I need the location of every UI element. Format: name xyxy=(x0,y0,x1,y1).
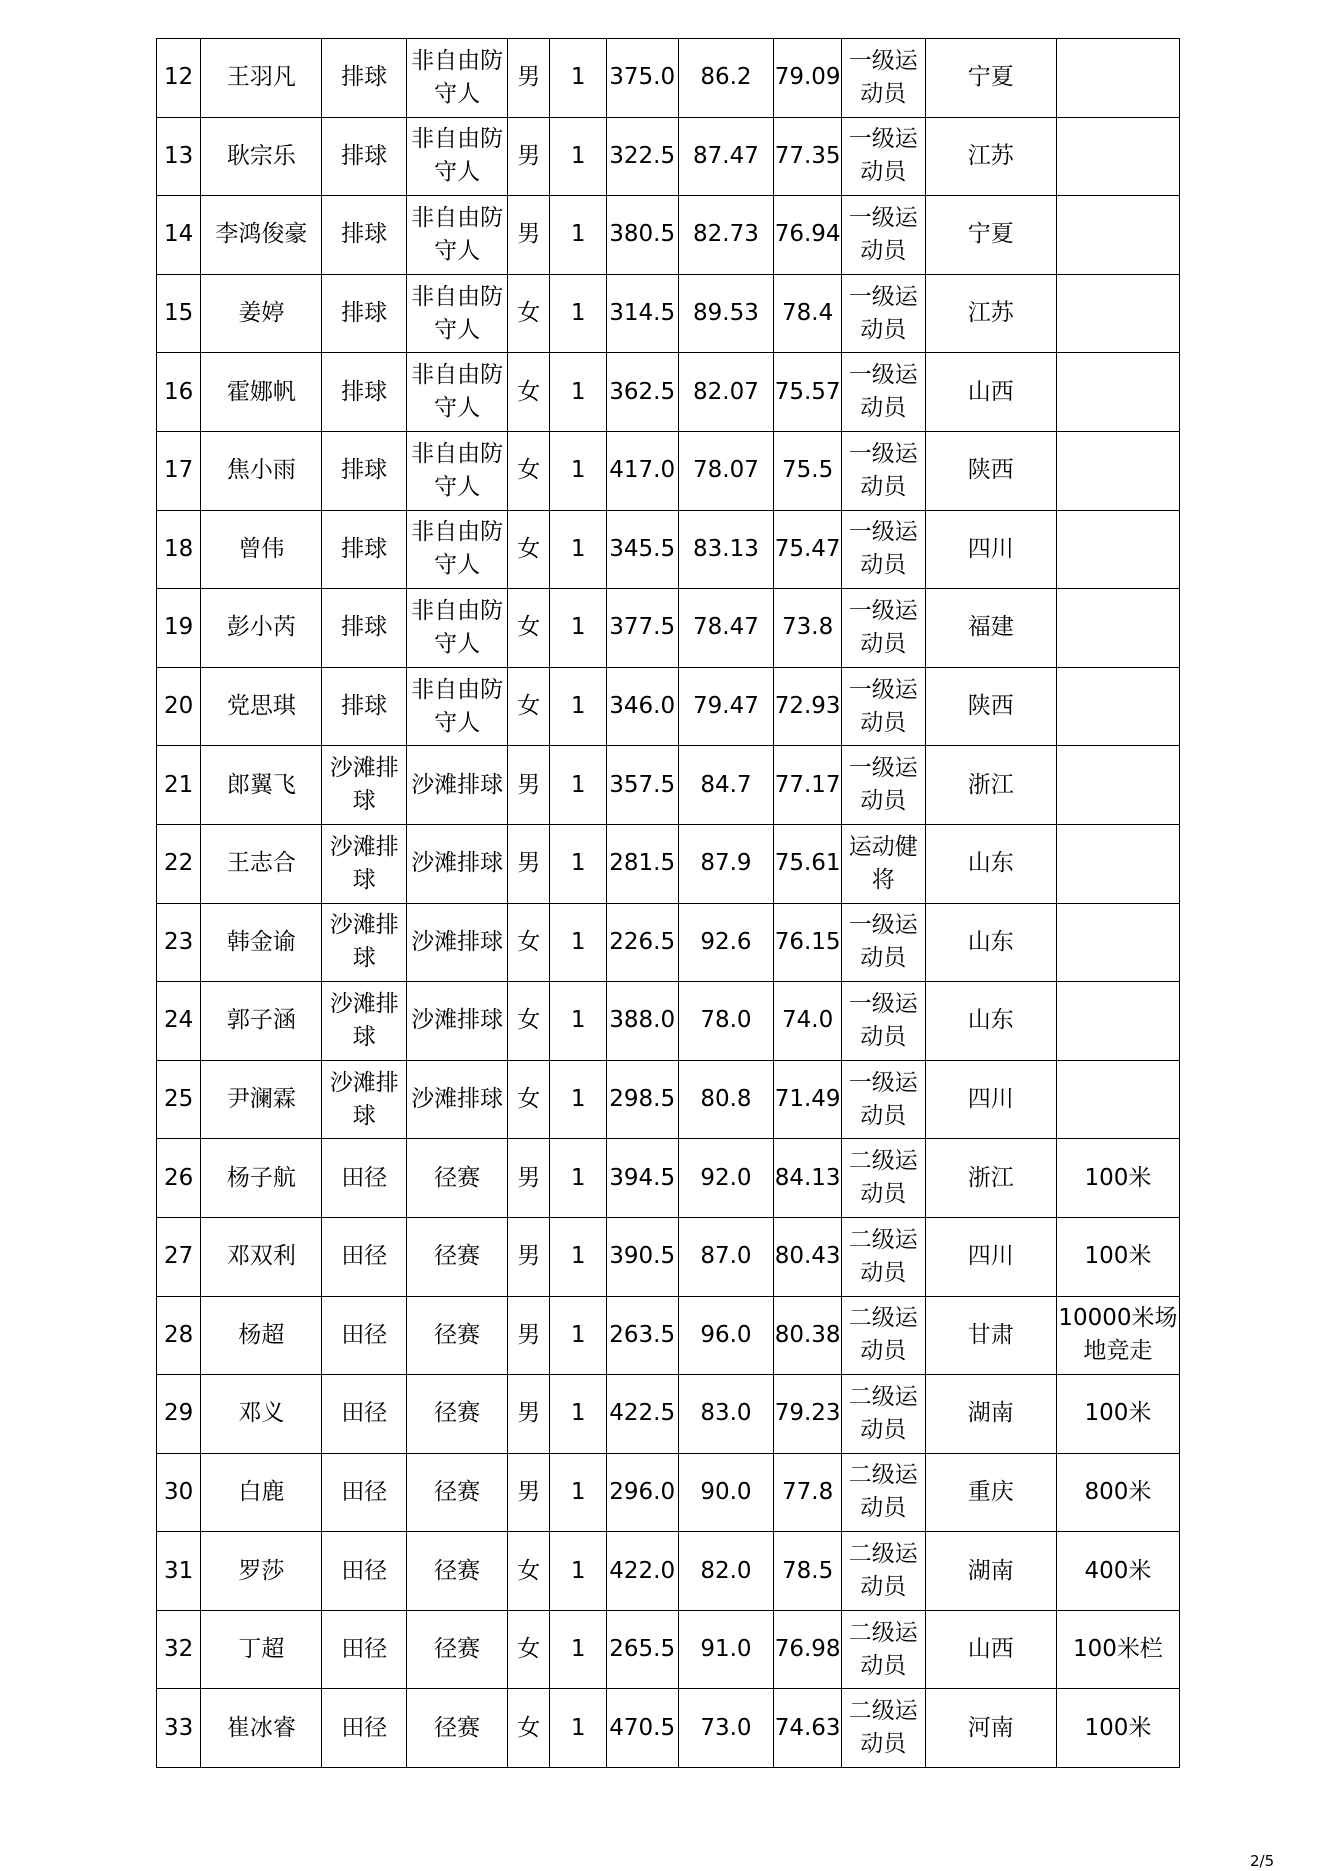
sport-cell: 排球 xyxy=(322,196,407,275)
page-number: 2/5 xyxy=(1250,1852,1275,1870)
athlete-level-cell: 一级运动员 xyxy=(841,196,925,275)
athlete-name-cell: 白鹿 xyxy=(201,1453,322,1532)
note-cell xyxy=(1056,1060,1179,1139)
note-cell xyxy=(1056,824,1179,903)
score-3-cell: 75.5 xyxy=(774,431,842,510)
note-cell xyxy=(1056,274,1179,353)
score-2-cell: 90.0 xyxy=(678,1453,774,1532)
gender-cell: 女 xyxy=(508,982,550,1061)
athlete-level-cell: 一级运动员 xyxy=(841,117,925,196)
athlete-name-cell: 王志合 xyxy=(201,824,322,903)
athlete-name-cell: 李鸿俊豪 xyxy=(201,196,322,275)
score-2-cell: 91.0 xyxy=(678,1610,774,1689)
event-cell: 径赛 xyxy=(407,1296,508,1375)
score-3-cell: 84.13 xyxy=(774,1139,842,1218)
table-row xyxy=(157,982,1180,1061)
count-cell: 1 xyxy=(550,1689,606,1768)
row-number-cell: 30 xyxy=(157,1453,201,1532)
score-1-cell: 357.5 xyxy=(606,746,678,825)
sport-cell: 田径 xyxy=(322,1139,407,1218)
note-cell xyxy=(1056,196,1179,275)
table-row xyxy=(157,196,1180,275)
row-number-cell: 29 xyxy=(157,1375,201,1454)
score-1-cell: 263.5 xyxy=(606,1296,678,1375)
note-cell xyxy=(1056,667,1179,746)
score-1-cell: 314.5 xyxy=(606,274,678,353)
score-2-cell: 83.0 xyxy=(678,1375,774,1454)
sport-cell: 田径 xyxy=(322,1217,407,1296)
score-2-cell: 87.0 xyxy=(678,1217,774,1296)
note-cell: 800米 xyxy=(1056,1453,1179,1532)
gender-cell: 女 xyxy=(508,1610,550,1689)
gender-cell: 男 xyxy=(508,117,550,196)
score-1-cell: 281.5 xyxy=(606,824,678,903)
event-cell: 非自由防守人 xyxy=(407,274,508,353)
event-cell: 非自由防守人 xyxy=(407,431,508,510)
note-cell xyxy=(1056,589,1179,668)
score-2-cell: 86.2 xyxy=(678,39,774,118)
gender-cell: 女 xyxy=(508,1532,550,1611)
event-cell: 非自由防守人 xyxy=(407,353,508,432)
sport-cell: 田径 xyxy=(322,1532,407,1611)
score-3-cell: 76.98 xyxy=(774,1610,842,1689)
score-1-cell: 346.0 xyxy=(606,667,678,746)
count-cell: 1 xyxy=(550,353,606,432)
athlete-name-cell: 邓双利 xyxy=(201,1217,322,1296)
gender-cell: 女 xyxy=(508,667,550,746)
row-number-cell: 24 xyxy=(157,982,201,1061)
score-3-cell: 77.8 xyxy=(774,1453,842,1532)
gender-cell: 女 xyxy=(508,274,550,353)
province-cell: 山东 xyxy=(925,982,1056,1061)
athlete-name-cell: 姜婷 xyxy=(201,274,322,353)
table-row xyxy=(157,1217,1180,1296)
athlete-name-cell: 霍娜帆 xyxy=(201,353,322,432)
province-cell: 甘肃 xyxy=(925,1296,1056,1375)
score-3-cell: 71.49 xyxy=(774,1060,842,1139)
sport-cell: 排球 xyxy=(322,117,407,196)
athlete-level-cell: 一级运动员 xyxy=(841,1060,925,1139)
note-cell: 100米 xyxy=(1056,1217,1179,1296)
row-number-cell: 33 xyxy=(157,1689,201,1768)
row-number-cell: 32 xyxy=(157,1610,201,1689)
athlete-level-cell: 二级运动员 xyxy=(841,1610,925,1689)
athlete-level-cell: 一级运动员 xyxy=(841,982,925,1061)
gender-cell: 男 xyxy=(508,1453,550,1532)
athlete-level-cell: 一级运动员 xyxy=(841,589,925,668)
note-cell xyxy=(1056,903,1179,982)
sport-cell: 田径 xyxy=(322,1689,407,1768)
score-2-cell: 82.73 xyxy=(678,196,774,275)
row-number-cell: 17 xyxy=(157,431,201,510)
row-number-cell: 31 xyxy=(157,1532,201,1611)
athlete-name-cell: 杨超 xyxy=(201,1296,322,1375)
score-2-cell: 84.7 xyxy=(678,746,774,825)
athlete-level-cell: 二级运动员 xyxy=(841,1296,925,1375)
row-number-cell: 15 xyxy=(157,274,201,353)
table-row xyxy=(157,1139,1180,1218)
score-1-cell: 226.5 xyxy=(606,903,678,982)
province-cell: 江苏 xyxy=(925,117,1056,196)
table-row xyxy=(157,746,1180,825)
table-row xyxy=(157,589,1180,668)
score-2-cell: 78.07 xyxy=(678,431,774,510)
table-row xyxy=(157,1610,1180,1689)
score-3-cell: 77.17 xyxy=(774,746,842,825)
province-cell: 山东 xyxy=(925,824,1056,903)
event-cell: 非自由防守人 xyxy=(407,667,508,746)
roster-table xyxy=(156,38,1180,1768)
athlete-name-cell: 耿宗乐 xyxy=(201,117,322,196)
score-3-cell: 80.38 xyxy=(774,1296,842,1375)
count-cell: 1 xyxy=(550,1375,606,1454)
athlete-level-cell: 一级运动员 xyxy=(841,274,925,353)
note-cell xyxy=(1056,746,1179,825)
count-cell: 1 xyxy=(550,1217,606,1296)
province-cell: 四川 xyxy=(925,1217,1056,1296)
sport-cell: 沙滩排球 xyxy=(322,1060,407,1139)
province-cell: 四川 xyxy=(925,510,1056,589)
roster-body xyxy=(157,39,1180,1768)
score-1-cell: 322.5 xyxy=(606,117,678,196)
province-cell: 山东 xyxy=(925,903,1056,982)
score-1-cell: 417.0 xyxy=(606,431,678,510)
row-number-cell: 16 xyxy=(157,353,201,432)
score-1-cell: 298.5 xyxy=(606,1060,678,1139)
row-number-cell: 20 xyxy=(157,667,201,746)
athlete-name-cell: 焦小雨 xyxy=(201,431,322,510)
event-cell: 径赛 xyxy=(407,1217,508,1296)
event-cell: 沙滩排球 xyxy=(407,982,508,1061)
score-1-cell: 265.5 xyxy=(606,1610,678,1689)
athlete-name-cell: 彭小芮 xyxy=(201,589,322,668)
count-cell: 1 xyxy=(550,746,606,825)
score-3-cell: 79.23 xyxy=(774,1375,842,1454)
count-cell: 1 xyxy=(550,667,606,746)
count-cell: 1 xyxy=(550,1296,606,1375)
athlete-name-cell: 曾伟 xyxy=(201,510,322,589)
table-row xyxy=(157,1453,1180,1532)
table-row xyxy=(157,824,1180,903)
table-row xyxy=(157,903,1180,982)
row-number-cell: 23 xyxy=(157,903,201,982)
province-cell: 陕西 xyxy=(925,667,1056,746)
count-cell: 1 xyxy=(550,1453,606,1532)
gender-cell: 女 xyxy=(508,589,550,668)
athlete-level-cell: 一级运动员 xyxy=(841,903,925,982)
count-cell: 1 xyxy=(550,117,606,196)
gender-cell: 女 xyxy=(508,431,550,510)
gender-cell: 男 xyxy=(508,1296,550,1375)
score-1-cell: 377.5 xyxy=(606,589,678,668)
sport-cell: 沙滩排球 xyxy=(322,982,407,1061)
gender-cell: 女 xyxy=(508,1060,550,1139)
table-row xyxy=(157,1375,1180,1454)
athlete-level-cell: 二级运动员 xyxy=(841,1139,925,1218)
province-cell: 山西 xyxy=(925,1610,1056,1689)
athlete-level-cell: 一级运动员 xyxy=(841,510,925,589)
gender-cell: 女 xyxy=(508,353,550,432)
sport-cell: 排球 xyxy=(322,353,407,432)
count-cell: 1 xyxy=(550,510,606,589)
province-cell: 湖南 xyxy=(925,1532,1056,1611)
table-row xyxy=(157,117,1180,196)
count-cell: 1 xyxy=(550,1060,606,1139)
athlete-level-cell: 运动健将 xyxy=(841,824,925,903)
row-number-cell: 21 xyxy=(157,746,201,825)
athlete-name-cell: 丁超 xyxy=(201,1610,322,1689)
row-number-cell: 26 xyxy=(157,1139,201,1218)
athlete-level-cell: 一级运动员 xyxy=(841,353,925,432)
table-row xyxy=(157,353,1180,432)
event-cell: 径赛 xyxy=(407,1453,508,1532)
score-2-cell: 78.47 xyxy=(678,589,774,668)
athlete-name-cell: 邓义 xyxy=(201,1375,322,1454)
note-cell: 100米 xyxy=(1056,1375,1179,1454)
row-number-cell: 25 xyxy=(157,1060,201,1139)
score-3-cell: 74.63 xyxy=(774,1689,842,1768)
gender-cell: 男 xyxy=(508,1375,550,1454)
province-cell: 福建 xyxy=(925,589,1056,668)
score-2-cell: 92.6 xyxy=(678,903,774,982)
score-3-cell: 77.35 xyxy=(774,117,842,196)
table-row xyxy=(157,1296,1180,1375)
gender-cell: 女 xyxy=(508,510,550,589)
province-cell: 重庆 xyxy=(925,1453,1056,1532)
note-cell xyxy=(1056,117,1179,196)
gender-cell: 男 xyxy=(508,746,550,825)
sport-cell: 排球 xyxy=(322,274,407,353)
count-cell: 1 xyxy=(550,196,606,275)
score-1-cell: 388.0 xyxy=(606,982,678,1061)
count-cell: 1 xyxy=(550,589,606,668)
score-3-cell: 80.43 xyxy=(774,1217,842,1296)
event-cell: 径赛 xyxy=(407,1689,508,1768)
table-row xyxy=(157,1532,1180,1611)
count-cell: 1 xyxy=(550,1139,606,1218)
note-cell: 100米栏 xyxy=(1056,1610,1179,1689)
note-cell: 100米 xyxy=(1056,1139,1179,1218)
gender-cell: 男 xyxy=(508,1217,550,1296)
row-number-cell: 28 xyxy=(157,1296,201,1375)
score-1-cell: 422.5 xyxy=(606,1375,678,1454)
row-number-cell: 22 xyxy=(157,824,201,903)
sport-cell: 沙滩排球 xyxy=(322,746,407,825)
athlete-level-cell: 一级运动员 xyxy=(841,39,925,118)
count-cell: 1 xyxy=(550,1610,606,1689)
event-cell: 非自由防守人 xyxy=(407,117,508,196)
note-cell: 100米 xyxy=(1056,1689,1179,1768)
athlete-level-cell: 一级运动员 xyxy=(841,746,925,825)
score-3-cell: 78.4 xyxy=(774,274,842,353)
score-3-cell: 72.93 xyxy=(774,667,842,746)
score-2-cell: 80.8 xyxy=(678,1060,774,1139)
athlete-level-cell: 二级运动员 xyxy=(841,1375,925,1454)
sport-cell: 田径 xyxy=(322,1375,407,1454)
sport-cell: 沙滩排球 xyxy=(322,903,407,982)
row-number-cell: 19 xyxy=(157,589,201,668)
event-cell: 非自由防守人 xyxy=(407,510,508,589)
gender-cell: 男 xyxy=(508,196,550,275)
table-row xyxy=(157,1689,1180,1768)
sport-cell: 排球 xyxy=(322,39,407,118)
score-1-cell: 345.5 xyxy=(606,510,678,589)
athlete-level-cell: 二级运动员 xyxy=(841,1217,925,1296)
table-row xyxy=(157,1060,1180,1139)
province-cell: 江苏 xyxy=(925,274,1056,353)
gender-cell: 男 xyxy=(508,39,550,118)
athlete-name-cell: 郎翼飞 xyxy=(201,746,322,825)
score-3-cell: 74.0 xyxy=(774,982,842,1061)
athlete-name-cell: 罗莎 xyxy=(201,1532,322,1611)
score-3-cell: 76.15 xyxy=(774,903,842,982)
province-cell: 四川 xyxy=(925,1060,1056,1139)
athlete-level-cell: 二级运动员 xyxy=(841,1453,925,1532)
gender-cell: 女 xyxy=(508,1689,550,1768)
table-row xyxy=(157,39,1180,118)
event-cell: 非自由防守人 xyxy=(407,196,508,275)
athlete-name-cell: 郭子涵 xyxy=(201,982,322,1061)
table-row xyxy=(157,667,1180,746)
count-cell: 1 xyxy=(550,1532,606,1611)
count-cell: 1 xyxy=(550,824,606,903)
count-cell: 1 xyxy=(550,39,606,118)
sport-cell: 排球 xyxy=(322,589,407,668)
sport-cell: 排球 xyxy=(322,431,407,510)
note-cell xyxy=(1056,39,1179,118)
score-1-cell: 470.5 xyxy=(606,1689,678,1768)
province-cell: 宁夏 xyxy=(925,196,1056,275)
row-number-cell: 27 xyxy=(157,1217,201,1296)
note-cell xyxy=(1056,431,1179,510)
province-cell: 宁夏 xyxy=(925,39,1056,118)
province-cell: 湖南 xyxy=(925,1375,1056,1454)
row-number-cell: 14 xyxy=(157,196,201,275)
event-cell: 沙滩排球 xyxy=(407,903,508,982)
province-cell: 浙江 xyxy=(925,746,1056,825)
score-1-cell: 362.5 xyxy=(606,353,678,432)
athlete-level-cell: 二级运动员 xyxy=(841,1689,925,1768)
athlete-level-cell: 一级运动员 xyxy=(841,431,925,510)
gender-cell: 女 xyxy=(508,903,550,982)
event-cell: 径赛 xyxy=(407,1610,508,1689)
note-cell xyxy=(1056,510,1179,589)
score-2-cell: 78.0 xyxy=(678,982,774,1061)
sport-cell: 田径 xyxy=(322,1610,407,1689)
event-cell: 沙滩排球 xyxy=(407,824,508,903)
score-2-cell: 82.0 xyxy=(678,1532,774,1611)
score-1-cell: 422.0 xyxy=(606,1532,678,1611)
event-cell: 非自由防守人 xyxy=(407,589,508,668)
score-1-cell: 375.0 xyxy=(606,39,678,118)
score-2-cell: 79.47 xyxy=(678,667,774,746)
row-number-cell: 12 xyxy=(157,39,201,118)
score-3-cell: 78.5 xyxy=(774,1532,842,1611)
province-cell: 浙江 xyxy=(925,1139,1056,1218)
athlete-name-cell: 王羽凡 xyxy=(201,39,322,118)
score-2-cell: 96.0 xyxy=(678,1296,774,1375)
table-row xyxy=(157,274,1180,353)
score-1-cell: 394.5 xyxy=(606,1139,678,1218)
table-row xyxy=(157,431,1180,510)
score-3-cell: 75.47 xyxy=(774,510,842,589)
score-1-cell: 380.5 xyxy=(606,196,678,275)
score-2-cell: 89.53 xyxy=(678,274,774,353)
gender-cell: 男 xyxy=(508,824,550,903)
score-2-cell: 83.13 xyxy=(678,510,774,589)
score-1-cell: 390.5 xyxy=(606,1217,678,1296)
score-2-cell: 87.47 xyxy=(678,117,774,196)
score-2-cell: 73.0 xyxy=(678,1689,774,1768)
table-row xyxy=(157,510,1180,589)
note-cell: 10000米场地竞走 xyxy=(1056,1296,1179,1375)
note-cell: 400米 xyxy=(1056,1532,1179,1611)
athlete-name-cell: 尹澜霖 xyxy=(201,1060,322,1139)
score-2-cell: 92.0 xyxy=(678,1139,774,1218)
athlete-level-cell: 一级运动员 xyxy=(841,667,925,746)
sport-cell: 田径 xyxy=(322,1453,407,1532)
event-cell: 沙滩排球 xyxy=(407,746,508,825)
note-cell xyxy=(1056,982,1179,1061)
athlete-name-cell: 党思琪 xyxy=(201,667,322,746)
count-cell: 1 xyxy=(550,431,606,510)
score-3-cell: 73.8 xyxy=(774,589,842,668)
score-3-cell: 76.94 xyxy=(774,196,842,275)
sport-cell: 田径 xyxy=(322,1296,407,1375)
score-3-cell: 75.57 xyxy=(774,353,842,432)
score-2-cell: 82.07 xyxy=(678,353,774,432)
event-cell: 非自由防守人 xyxy=(407,39,508,118)
count-cell: 1 xyxy=(550,982,606,1061)
count-cell: 1 xyxy=(550,903,606,982)
event-cell: 沙滩排球 xyxy=(407,1060,508,1139)
event-cell: 径赛 xyxy=(407,1532,508,1611)
score-3-cell: 79.09 xyxy=(774,39,842,118)
province-cell: 山西 xyxy=(925,353,1056,432)
event-cell: 径赛 xyxy=(407,1139,508,1218)
sport-cell: 排球 xyxy=(322,667,407,746)
sport-cell: 排球 xyxy=(322,510,407,589)
athlete-level-cell: 二级运动员 xyxy=(841,1532,925,1611)
athlete-name-cell: 杨子航 xyxy=(201,1139,322,1218)
row-number-cell: 18 xyxy=(157,510,201,589)
row-number-cell: 13 xyxy=(157,117,201,196)
score-3-cell: 75.61 xyxy=(774,824,842,903)
score-2-cell: 87.9 xyxy=(678,824,774,903)
province-cell: 河南 xyxy=(925,1689,1056,1768)
count-cell: 1 xyxy=(550,274,606,353)
note-cell xyxy=(1056,353,1179,432)
athlete-name-cell: 崔冰睿 xyxy=(201,1689,322,1768)
score-1-cell: 296.0 xyxy=(606,1453,678,1532)
gender-cell: 男 xyxy=(508,1139,550,1218)
athlete-name-cell: 韩金谕 xyxy=(201,903,322,982)
sport-cell: 沙滩排球 xyxy=(322,824,407,903)
event-cell: 径赛 xyxy=(407,1375,508,1454)
province-cell: 陕西 xyxy=(925,431,1056,510)
